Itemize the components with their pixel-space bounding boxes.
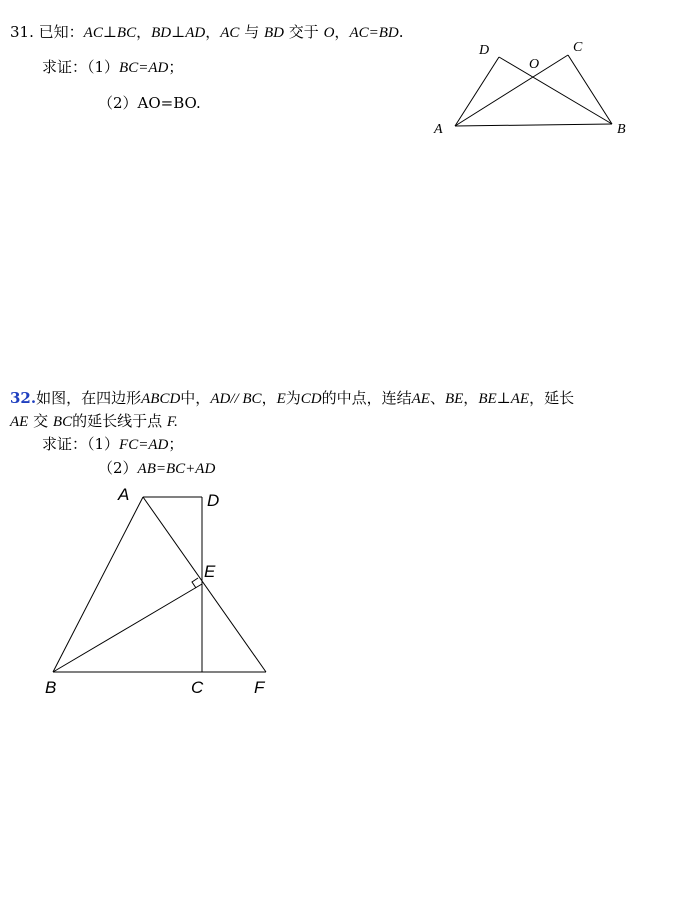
statement-text: 中， — [180, 389, 211, 407]
statement-text: ，延长 — [529, 389, 575, 407]
segment: BD — [264, 25, 284, 41]
separator: ， — [463, 389, 479, 407]
claim: BC=AD — [119, 60, 169, 76]
separator: ； — [168, 435, 184, 453]
separator: ， — [334, 23, 350, 41]
given-prefix: 已知： — [38, 23, 84, 41]
connector-word: 与 — [244, 23, 260, 41]
problem-number: 31. — [10, 23, 34, 41]
statement-text: 的延长线于点 — [72, 412, 163, 430]
label-a: A — [118, 485, 130, 504]
connector-word: 交于 — [288, 23, 319, 41]
label-c: C — [573, 40, 583, 55]
claim-prefix: （2） — [98, 94, 138, 112]
label-o: O — [529, 57, 540, 72]
problem-number: 32. — [10, 389, 37, 407]
claim: AB=BC+AD — [137, 461, 216, 477]
label-c: C — [191, 678, 204, 697]
label-a: A — [434, 122, 443, 137]
segment-af — [143, 497, 266, 672]
segment: AE — [411, 391, 430, 407]
condition: BD⊥AD — [151, 25, 206, 41]
separator: . — [398, 23, 404, 41]
label-b: B — [45, 678, 57, 697]
statement-text: 的中点，连结 — [321, 389, 412, 407]
statement-text: 交 — [33, 412, 49, 430]
prove-prefix: 求证：（1） — [42, 435, 120, 453]
claim: AO=BO. — [137, 94, 201, 112]
segment: BC — [52, 414, 73, 430]
condition: AC⊥BC — [83, 25, 137, 41]
label-d: D — [479, 43, 490, 58]
label-e: E — [204, 562, 216, 581]
point-label: F. — [166, 414, 178, 430]
segment: AE — [10, 414, 29, 430]
condition: AD// BC — [210, 391, 262, 407]
separator: ， — [261, 389, 277, 407]
separator: ； — [168, 58, 184, 76]
segment: AC — [220, 25, 240, 41]
statement-text: 为 — [285, 389, 301, 407]
segment: CD — [300, 391, 322, 407]
point-label: E — [276, 391, 286, 407]
separator: ， — [205, 23, 221, 41]
label-d: D — [207, 491, 220, 510]
claim: FC=AD — [119, 437, 169, 453]
label-b: B — [617, 122, 626, 137]
separator: ， — [136, 23, 152, 41]
label-f: F — [254, 678, 265, 697]
claim-prefix: （2） — [98, 459, 138, 477]
prove-prefix: 求证：（1） — [42, 58, 120, 76]
statement-text: 如图，在四边形 — [36, 389, 142, 407]
statement-text: 、 — [429, 389, 445, 407]
segment: BE — [444, 391, 464, 407]
condition: AC=BD — [349, 25, 399, 41]
condition: BE⊥AE — [478, 391, 530, 407]
quadrilateral: ABCD — [141, 391, 181, 407]
point-label: O — [323, 25, 335, 41]
